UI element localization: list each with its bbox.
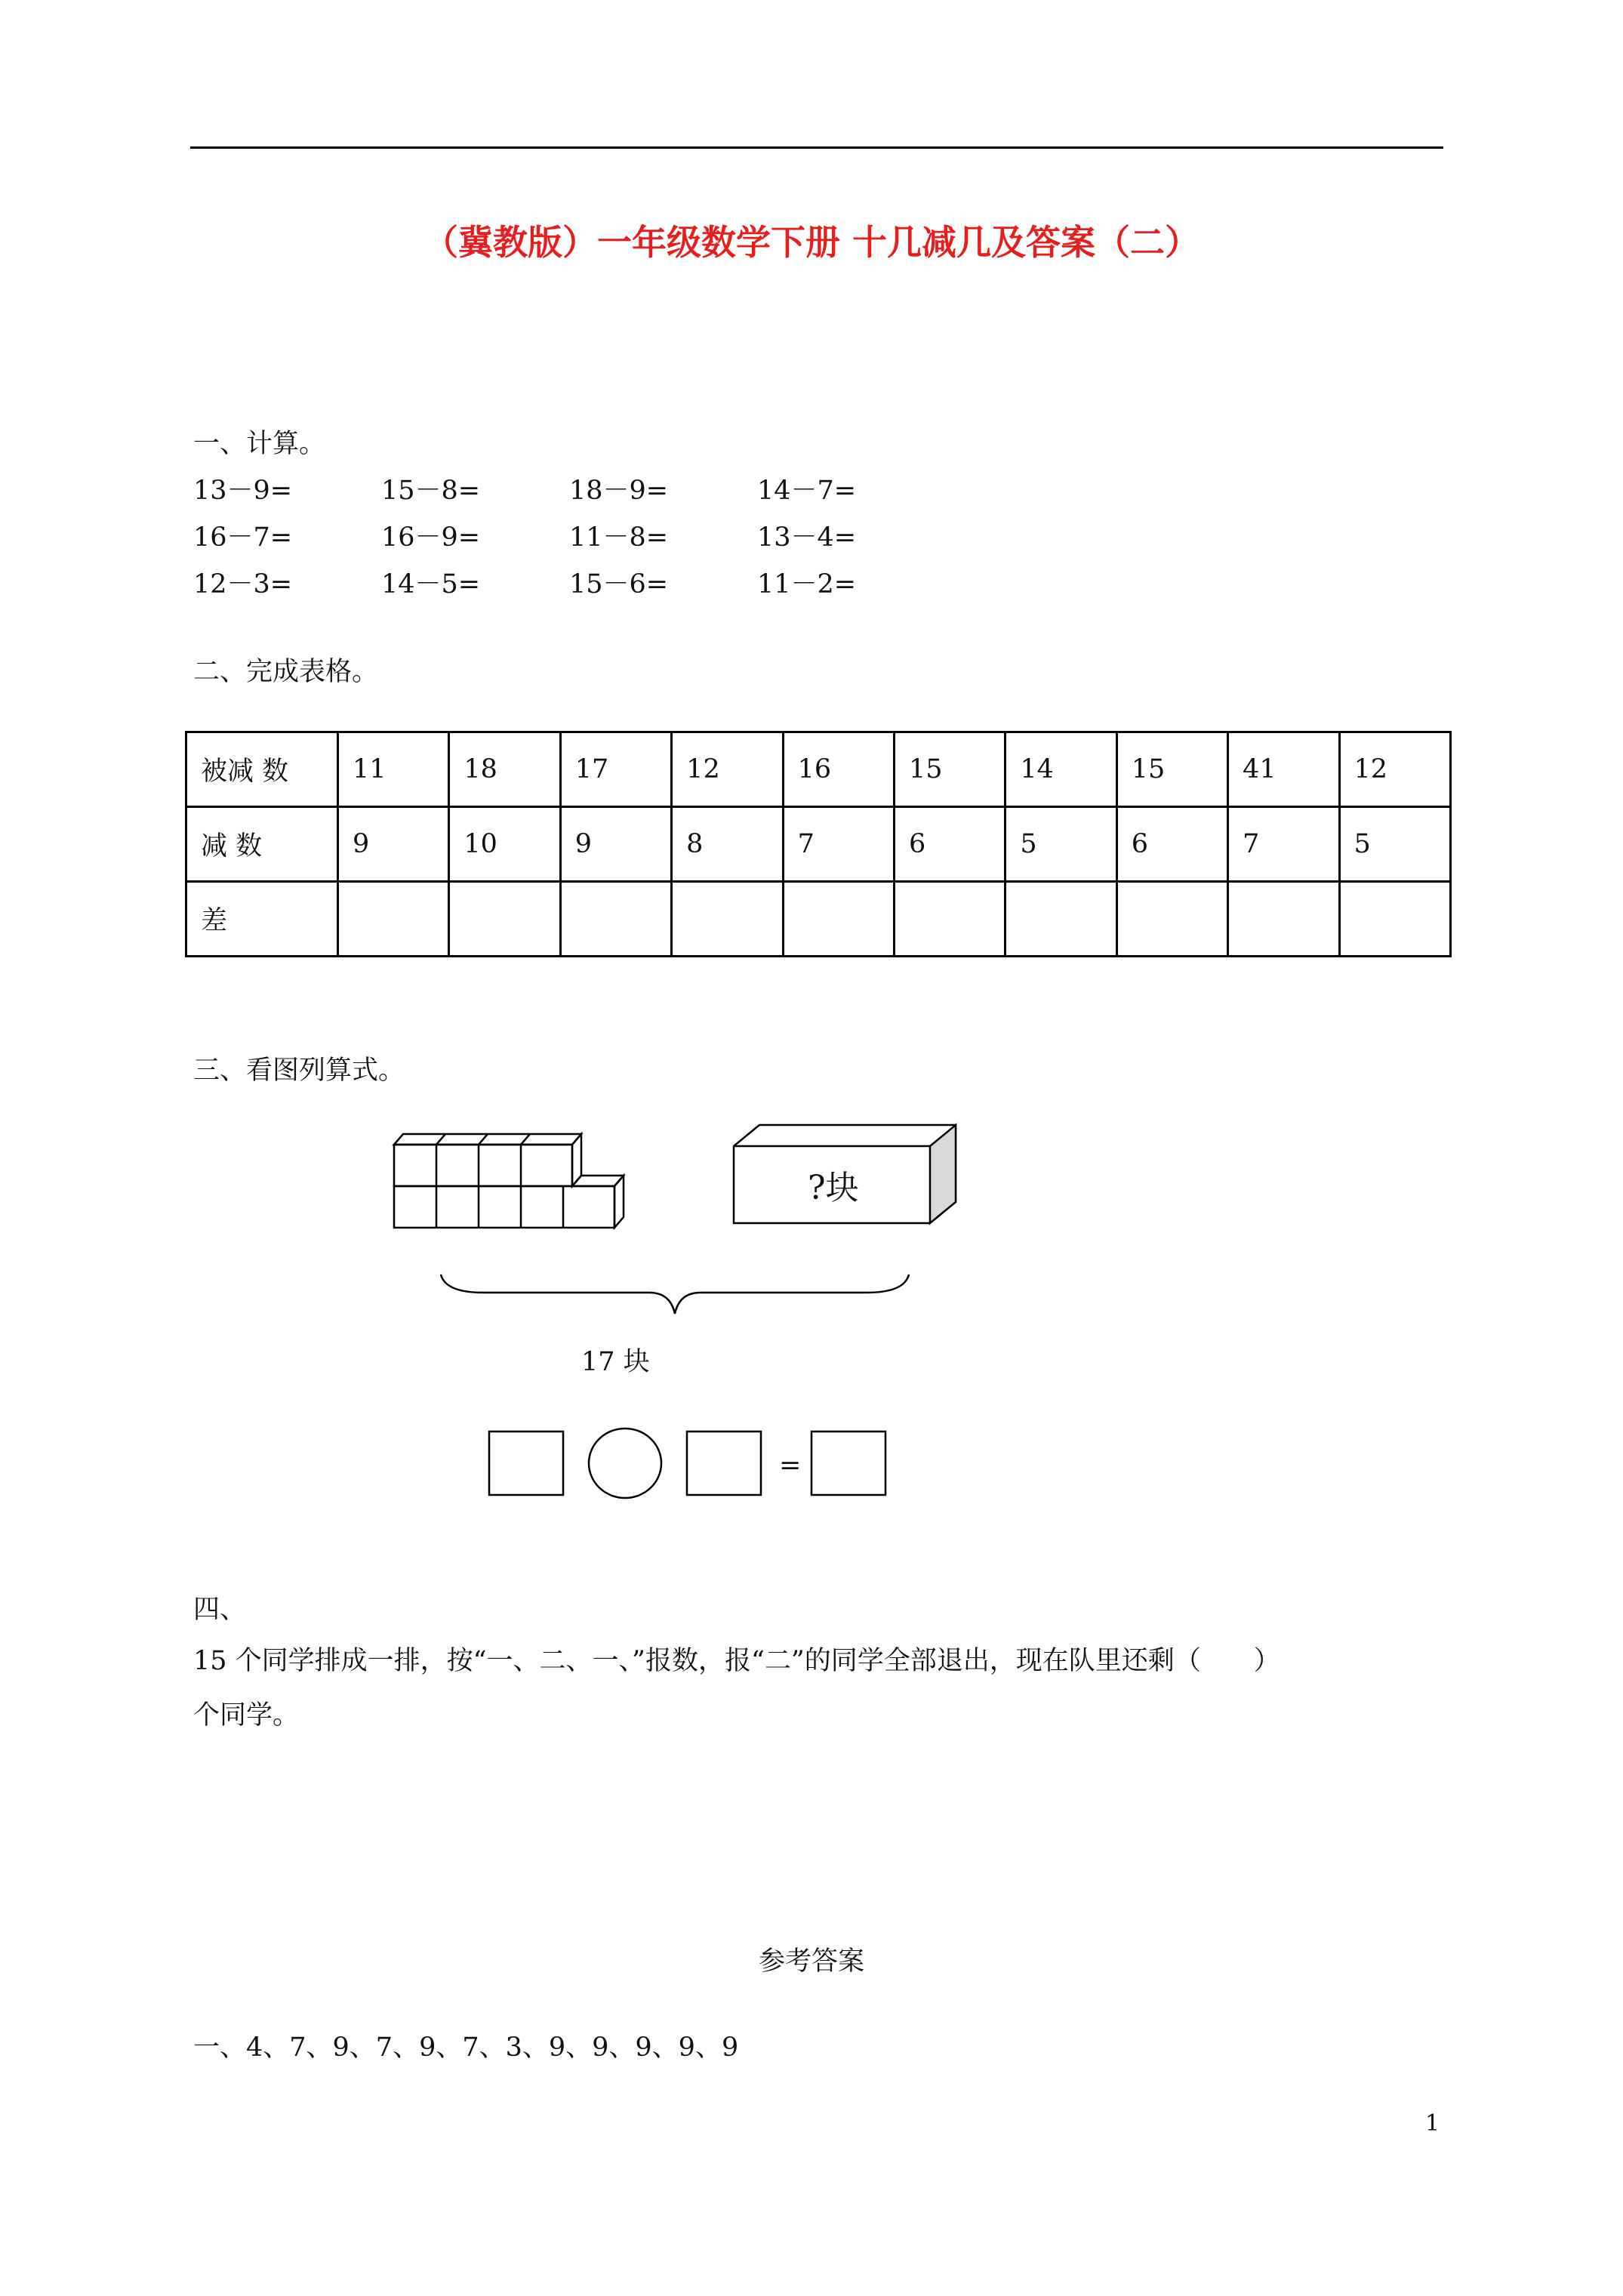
section4-heading: 四、 <box>193 1595 247 1625</box>
table-cell: 41 <box>1228 732 1339 807</box>
calc-item: 16－9= <box>381 522 481 553</box>
section4-question-cont: 个同学。 <box>193 1700 300 1730</box>
unknown-block-figure <box>734 1125 956 1223</box>
calc-item: 16－7= <box>193 522 293 553</box>
calc-item: 15－8= <box>381 476 481 506</box>
calc-item: 18－9= <box>569 476 669 506</box>
answer-box-2[interactable] <box>687 1432 761 1495</box>
answer-box-1[interactable] <box>489 1432 563 1495</box>
section4-question: 15 个同学排成一排，按“一、二、一、”报数，报“二”的同学全部退出，现在队里还剩（ ） <box>193 1646 1280 1676</box>
table-cell: 12 <box>672 732 783 807</box>
calc-item: 11－2= <box>757 569 857 599</box>
calc-item: 14－7= <box>757 476 857 506</box>
table-cell: 6 <box>894 807 1005 882</box>
table-cell: 5 <box>1339 807 1450 882</box>
table-cell: 7 <box>783 807 894 882</box>
calc-item: 13－4= <box>757 522 857 553</box>
calc-item: 12－3= <box>193 569 293 599</box>
table-cell: 5 <box>1006 807 1116 882</box>
answers-line-1: 一、4、7、9、7、9、7、3、9、9、9、9、9 <box>193 2032 739 2063</box>
stacked-cubes-figure <box>394 1134 624 1228</box>
table-cell: 8 <box>672 807 783 882</box>
table-cell: 14 <box>1006 732 1116 807</box>
page-title: （冀教版）一年级数学下册 十几减几及答案（二） <box>423 222 1200 263</box>
table-cell: 9 <box>560 807 671 882</box>
table-cell: 9 <box>338 807 449 882</box>
table-cell: 16 <box>783 732 894 807</box>
table-cell: 15 <box>894 732 1005 807</box>
table-cell: 11 <box>338 732 449 807</box>
table-cell: 6 <box>1116 807 1227 882</box>
table-cell: 7 <box>1228 807 1339 882</box>
calc-item: 15－6= <box>569 569 669 599</box>
row-label-difference: 差 <box>186 882 338 957</box>
table-cell: 12 <box>1339 732 1450 807</box>
answers-heading: 参考答案 <box>758 1946 864 1977</box>
calc-item: 11－8= <box>569 522 669 553</box>
section2-heading: 二、完成表格。 <box>193 657 379 687</box>
page-number: 1 <box>1425 2110 1440 2137</box>
section3-heading: 三、看图列算式。 <box>193 1056 405 1086</box>
row-label-minuend: 被减 数 <box>186 732 338 807</box>
total-label: 17 块 <box>581 1347 650 1377</box>
unknown-block-label: ?块 <box>808 1169 859 1207</box>
total-brace <box>441 1274 909 1314</box>
table-cell: 17 <box>560 732 671 807</box>
answer-box-3[interactable] <box>812 1432 885 1495</box>
table-cell: 10 <box>449 807 560 882</box>
operator-circle[interactable] <box>589 1428 661 1498</box>
row-label-subtrahend: 减 数 <box>186 807 338 882</box>
calc-item: 13－9= <box>193 476 293 506</box>
table-cell: 15 <box>1116 732 1227 807</box>
table-cell: 18 <box>449 732 560 807</box>
section1-heading: 一、计算。 <box>193 429 326 459</box>
equals-sign: = <box>779 1450 802 1481</box>
calc-item: 14－5= <box>381 569 481 599</box>
